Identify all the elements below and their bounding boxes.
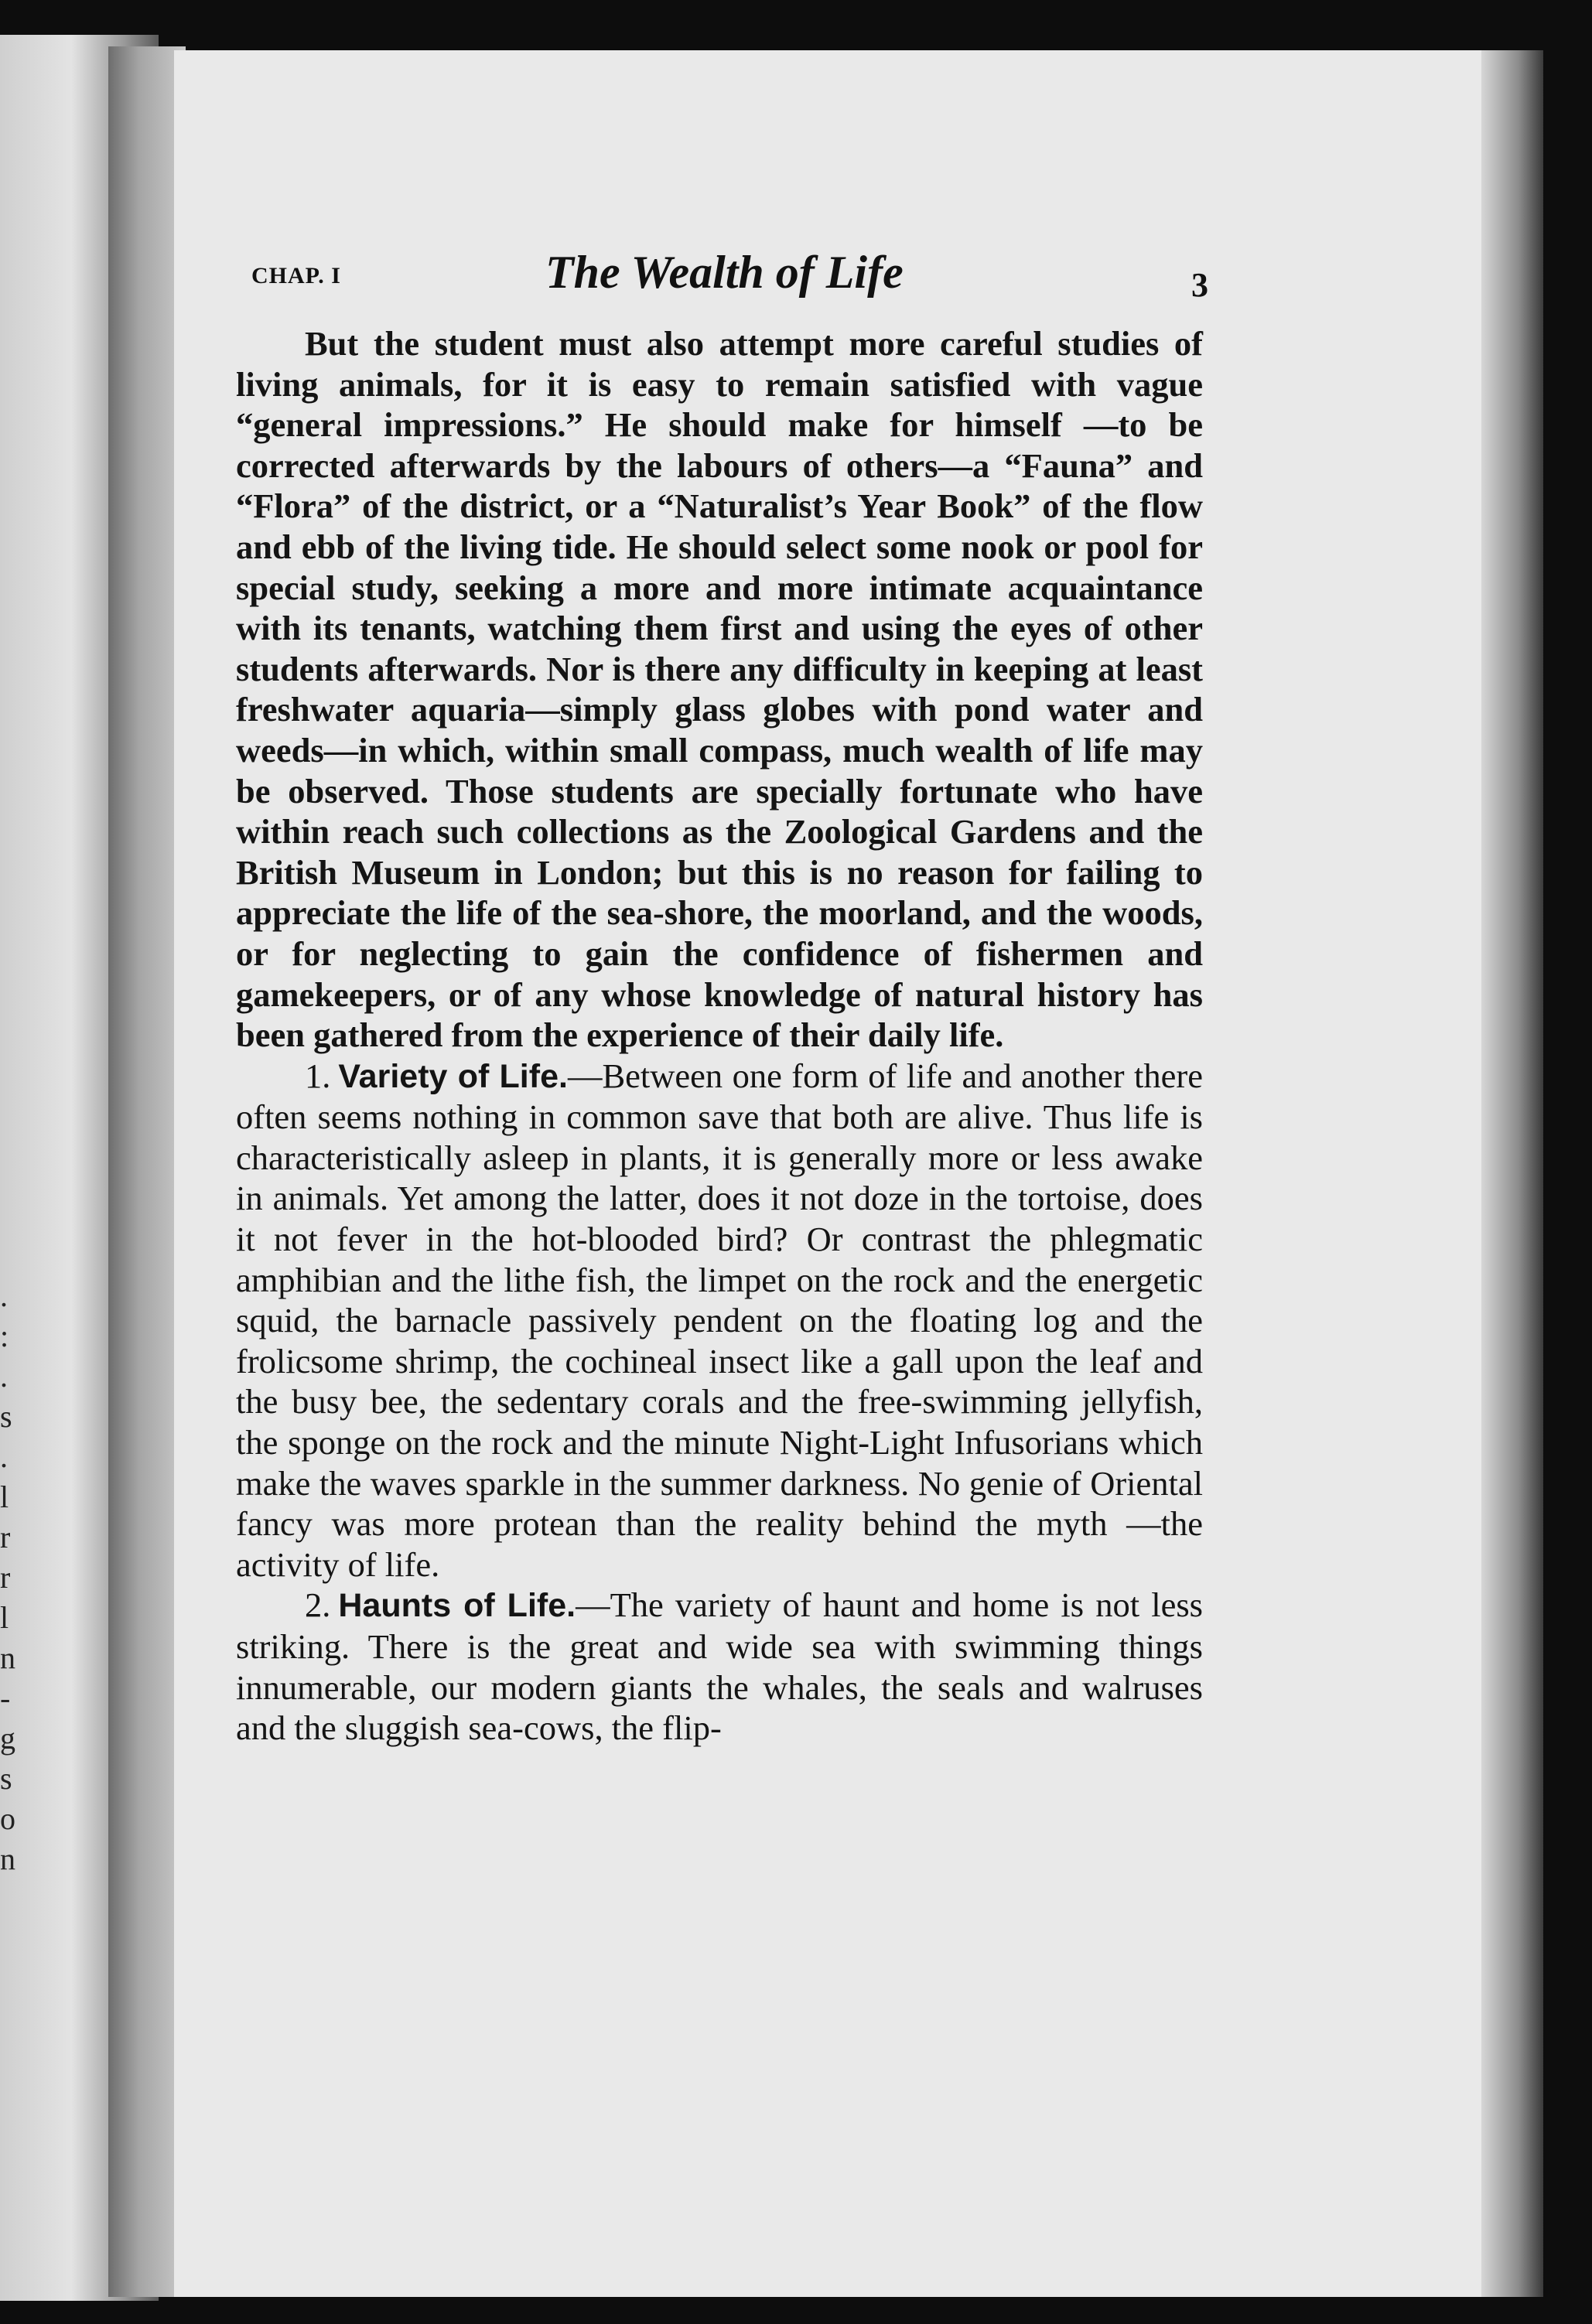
- chapter-label: CHAP. I: [251, 263, 341, 288]
- fragment: o: [0, 1801, 15, 1836]
- section-number: 1.: [305, 1056, 331, 1095]
- paragraph-variety-of-life: [236, 1056, 1203, 1585]
- section-heading: Haunts of Life.: [338, 1587, 576, 1625]
- fragment: :: [0, 1319, 9, 1353]
- section-text: —Between one form of life and another there often seems nothing in common save that both are alive. Thus life is characteristically asleep in plants, it is generally more or less awake in animals. Yet among the latter, does it not doze in the tortoise, does it not fever in the hot-blooded bird? Or contrast the phlegmatic amphibian and the lithe fish, the limpet on the rock and the energetic squid, the barnacle passively pendent on the floating log and the frolicsome shrimp, the cochineal insect like a gall upon the leaf and the busy bee, the sedentary corals and the free-swimming jellyfish, the sponge on the rock and the minute Night-Light Infusorians which make the waves sparkle in the summer darkness. No genie of Oriental fancy was more protean than the reality behind the myth —the activity of life.: [236, 1056, 1203, 1584]
- section-number: 2.: [305, 1585, 331, 1625]
- fragment: s: [0, 1399, 12, 1434]
- fragment: g: [0, 1721, 15, 1756]
- fragment: n: [0, 1841, 15, 1876]
- fragment: .: [0, 1278, 8, 1313]
- paragraph-haunts-of-life: [236, 1585, 1203, 1748]
- running-head: [251, 246, 1218, 308]
- fragment: -: [0, 1681, 11, 1715]
- section-text: —The variety of haunt and home is not less striking. There is the great and wide sea with swimming things innumerable, our modern giants the whales, the seals and walruses and the sluggish sea-cows, the flip-: [236, 1585, 1204, 1748]
- fragment: l: [0, 1600, 9, 1635]
- fragment: l: [0, 1479, 9, 1514]
- fragment: .: [0, 1359, 8, 1394]
- fragment: r: [0, 1560, 11, 1595]
- paragraph-intro: But the student must also attempt more careful studies of living animals, for it is easy to remain satisfied with vague “general impressions.” He should make for himself —to be corrected afterwards by the labours of others—a “Fauna” and “Flora” of the district, or a “Naturalist’s Year Book” of the flow and ebb of the living tide. He should select some nook or pool for special study, seeking a more and more intimate acquaintance with its tenants, watching them first and using the eyes of other students afterwards. Nor is there any difficulty in keeping at least freshwater aquaria—simply glass globes with pond water and weeds—in which, within small compass, much wealth of life may be observed. Those students are specially fortunate who have within reach such collections as the Zoological Gardens and the British Museum in London; but this is no reason for failing to appreciate the life of the sea-shore, the moorland, and the woods, or for neglecting to gain the confidence of fishermen and gamekeepers, or of any whose knowledge of natural history has been gathered from the experience of their daily life.: [236, 324, 1203, 1055]
- body-text: [236, 323, 1203, 1749]
- page-number: 3: [1191, 266, 1208, 304]
- fragment: s: [0, 1761, 12, 1796]
- right-page-edge: [1481, 50, 1543, 2297]
- running-title: The Wealth of Life: [545, 247, 904, 298]
- fragment: .: [0, 1439, 8, 1474]
- fragment: r: [0, 1520, 11, 1554]
- left-page-fragments: [0, 1276, 31, 1879]
- section-heading: Variety of Life.: [338, 1057, 568, 1095]
- fragment: n: [0, 1640, 15, 1675]
